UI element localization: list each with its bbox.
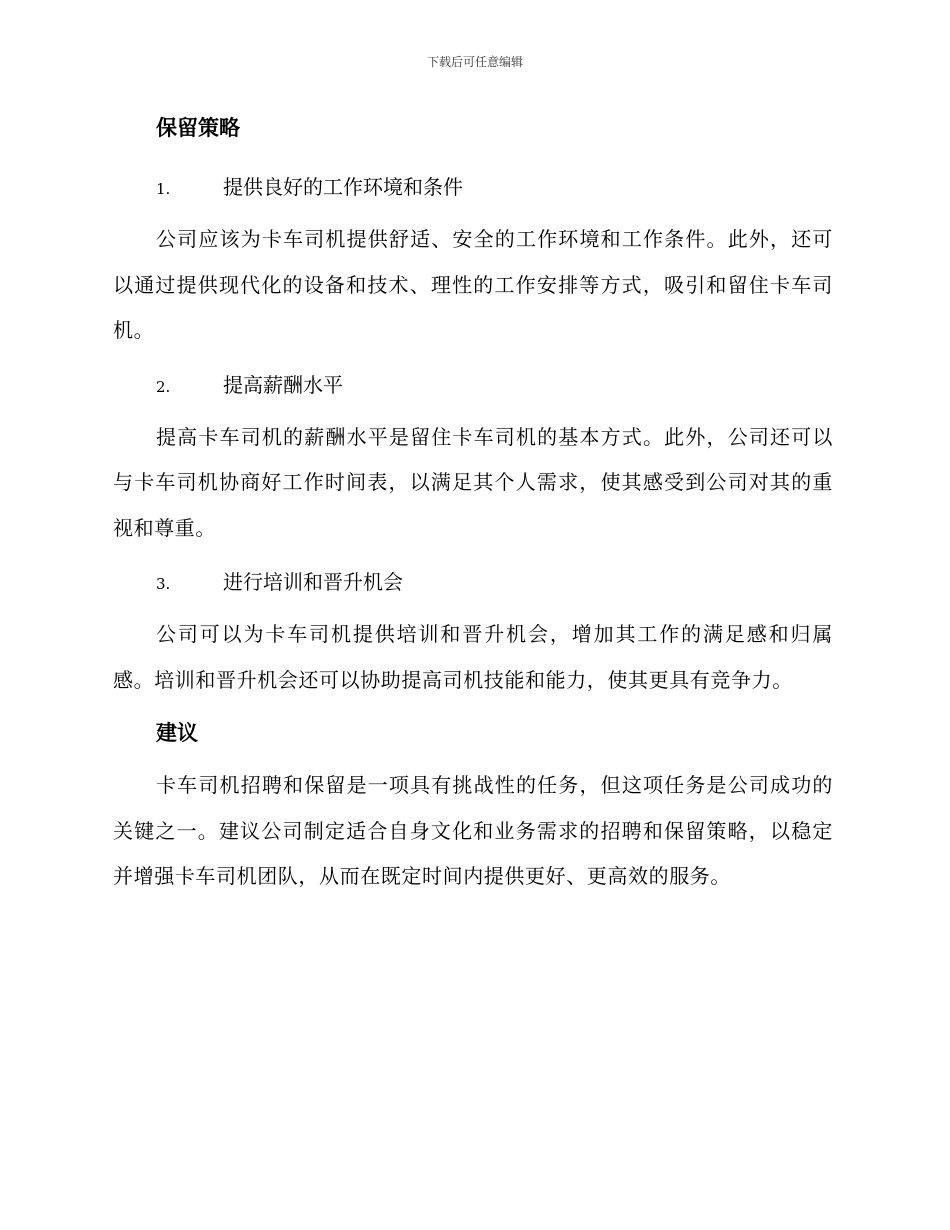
paragraph-item-1: 公司应该为卡车司机提供舒适、安全的工作环境和工作条件。此外，还可以通过提供现代化的设备和技术、理性的工作安排等方式，吸引和留住卡车司机。: [113, 227, 833, 342]
paragraph-item-2: 提高卡车司机的薪酬水平是留住卡车司机的基本方式。此外，公司还可以与卡车司机协商好工作时间表，以满足其个人需求，使其感受到公司对其的重视和尊重。: [113, 424, 833, 540]
item-number: 1.: [156, 180, 171, 198]
section-heading-suggestion: 建议: [156, 721, 198, 745]
item-number: 3.: [156, 575, 171, 593]
item-title: 提供良好的工作环境和条件: [223, 175, 463, 199]
numbered-item-1: [113, 171, 833, 205]
item-title: 进行培训和晋升机会: [223, 570, 403, 594]
numbered-item-2: [113, 369, 833, 403]
document-body: [113, 112, 833, 900]
paragraph-item-3: 公司可以为卡车司机提供培训和晋升机会，增加其工作的满足感和归属感。培训和晋升机会还可以协助提高司机技能和能力，使其更具有竞争力。: [113, 622, 833, 692]
paragraph-suggestion: 卡车司机招聘和保留是一项具有挑战性的任务，但这项任务是公司成功的关键之一。建议公司制定适合自身文化和业务需求的招聘和保留策略，以稳定并增强卡车司机团队，从而在既定时间内提供更好、更高效的服务。: [113, 773, 833, 888]
header-note: 下载后可任意编辑: [426, 55, 523, 69]
section-heading-retention: 保留策略: [156, 116, 240, 140]
numbered-item-3: [113, 566, 833, 600]
item-title: 提高薪酬水平: [223, 372, 343, 397]
item-number: 2.: [156, 377, 171, 396]
